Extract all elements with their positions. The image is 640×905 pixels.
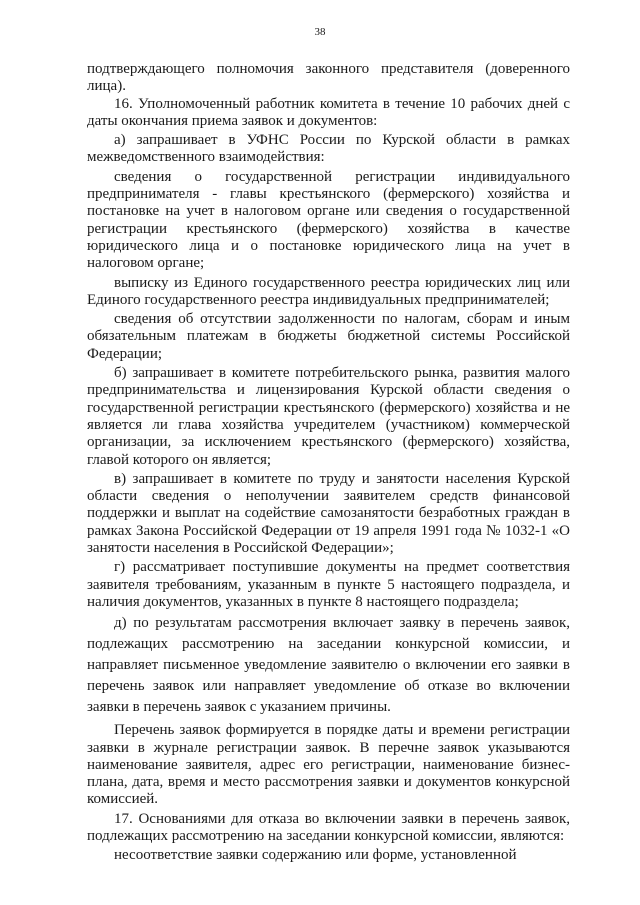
paragraph-subitem-g: г) рассматривает поступившие документы на предмет соответствия заявителя требованиям, указанным в пункте 5 настоящего подраздела, и наличия документов, указанных в пункте 8 настоящего подраздела; <box>87 559 570 610</box>
paragraph-refusal-reason: несоответствие заявки содержанию или форме, установленной <box>114 847 517 864</box>
paragraph-applications-list: Перечень заявок формируется в порядке даты и времени регистрации заявки в журнале регистрации заявок. В перечне заявок указываются наименование заявителя, адрес его регистрации, наименование бизнес-плана, дата, время и место рассмотрения заявки и документов конкурсной комиссией. <box>87 722 570 808</box>
paragraph-continuation: подтверждающего полномочия законного представителя (доверенного лица). <box>87 61 570 95</box>
paragraph-subitem-d: д) по результатам рассмотрения включает заявку в перечень заявок, подлежащих рассмотрению на заседании конкурсной комиссии, и направляет письменное уведомление заявителю о включении его заявки в перечень заявок или направляет уведомление об отказе во включении заявки в перечень заявок с указанием причины. <box>87 615 570 716</box>
paragraph-subitem-v: в) запрашивает в комитете по труду и занятости населения Курской области сведения о неполучении заявителем средств финансовой поддержки и выплат на содействие самозанятости безработных граждан в рамках Закона Российской Федерации от 19 апреля 1991 года № 1032-1 «О занятости населения в Российской Федерации»; <box>87 470 570 557</box>
paragraph-registration-info: сведения о государственной регистрации индивидуального предпринимателя - главы крестьянского (фермерского) хозяйства и постановке на учет в налоговом органе или сведения о государственной регистрации крестьянского (фермерского) хозяйства в качестве юридического лица и о постановке юридического лица на учет в налоговом органе; <box>87 168 570 272</box>
paragraph-registry-extract: выписку из Единого государственного реестра юридических лиц или Единого государственного реестра индивидуальных предпринимателей; <box>87 274 570 308</box>
paragraph-item-16: 16. Уполномоченный работник комитета в течение 10 рабочих дней с даты окончания приема заявок и документов: <box>87 95 570 129</box>
paragraph-item-17: 17. Основаниями для отказа во включении заявки в перечень заявок, подлежащих рассмотрению на заседании конкурсной комиссии, являются: <box>87 810 570 844</box>
page-number: 38 <box>314 26 326 38</box>
paragraph-tax-debt-info: сведения об отсутствии задолженности по налогам, сборам и иным обязательным платежам в бюджеты бюджетной системы Российской Федерации; <box>87 311 570 362</box>
document-body <box>87 61 570 865</box>
paragraph-subitem-b: б) запрашивает в комитете потребительского рынка, развития малого предпринимательства и лицензирования Курской области сведения о государственной регистрации крестьянского (фермерского) хозяйства и не является ли глава хозяйства учредителем (участником) коммерческой организации, за исключением крестьянского (фермерского) хозяйства, главой которого он является; <box>87 365 570 468</box>
paragraph-subitem-a: а) запрашивает в УФНС России по Курской области в рамках межведомственного взаимодействия: <box>87 132 570 166</box>
